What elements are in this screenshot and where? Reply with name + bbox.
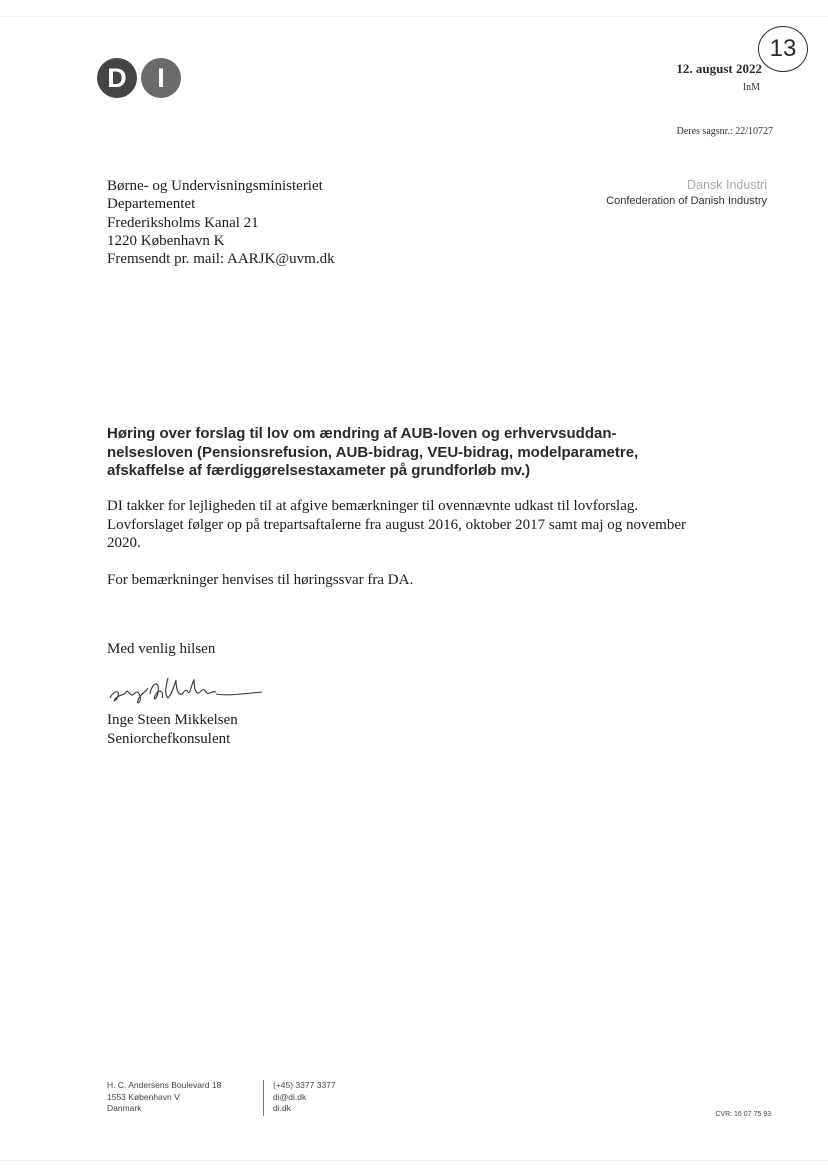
logo-letter-d: D <box>97 58 137 98</box>
footer-address-line: Danmark <box>107 1103 142 1113</box>
case-reference <box>677 126 773 137</box>
scan-edge-bottom <box>0 1160 828 1161</box>
recipient-address <box>107 177 335 268</box>
logo-letter-i: I <box>141 58 181 98</box>
handwritten-page-number: 13 <box>758 26 808 72</box>
footer-cvr: CVR: 16 07 75 93 <box>715 1111 771 1118</box>
recipient-line: Departementet <box>107 196 196 213</box>
letter-body <box>107 497 697 607</box>
footer-address-line: 1553 København V <box>107 1091 180 1102</box>
body-paragraph: For bemærkninger henvises til høringssvar fra DA. <box>107 571 414 588</box>
footer-email: di@di.dk <box>273 1091 307 1102</box>
handwritten-signature <box>106 672 266 708</box>
di-logo <box>97 58 181 98</box>
footer-web: di.dk <box>273 1103 291 1113</box>
recipient-line: Fremsendt pr. mail: AARJK@uvm.dk <box>107 251 335 268</box>
case-number: 22/10727 <box>735 126 773 137</box>
recipient-line: Børne- og Undervisningsministeriet <box>107 178 323 194</box>
letter-date: 12. august 2022 <box>676 61 762 76</box>
case-label: Deres sagsnr.: <box>676 126 733 137</box>
footer-contact <box>273 1080 336 1115</box>
subject-heading: Høring over forslag til lov om ændring af AUB-loven og erhvervsuddan-nelsesloven (Pensionsrefusion, AUB-bidrag, VEU-bidrag, modelparametre, afskaffelse af færdiggørelsestaxameter på grundforløb mv.) <box>107 425 639 479</box>
footer-address <box>107 1080 221 1115</box>
organization-name: Dansk Industri <box>687 178 767 192</box>
footer-phone: (+45) 3377 3377 <box>273 1080 336 1090</box>
footer-address-line: H. C. Andersens Boulevard 18 <box>107 1080 222 1090</box>
signer-block <box>107 711 238 749</box>
signer-title: Seniorchefkonsulent <box>107 731 231 747</box>
scan-edge-top <box>0 16 828 17</box>
author-initials: InM <box>742 82 760 93</box>
organization-subtitle: Confederation of Danish Industry <box>606 195 767 207</box>
body-paragraph: DI takker for lejligheden til at afgive bemærkninger til ovennævnte udkast til lovforslag. Lovforslaget følger op på trepartsaftalerne fra august 2016, oktober 2017 samt maj og november 2020. <box>107 498 686 551</box>
footer-divider <box>263 1080 264 1116</box>
recipient-line: Frederiksholms Kanal 21 <box>107 214 259 231</box>
closing-salutation: Med venlig hilsen <box>107 641 216 657</box>
signer-name: Inge Steen Mikkelsen <box>107 712 238 728</box>
recipient-line: 1220 København K <box>107 232 225 249</box>
